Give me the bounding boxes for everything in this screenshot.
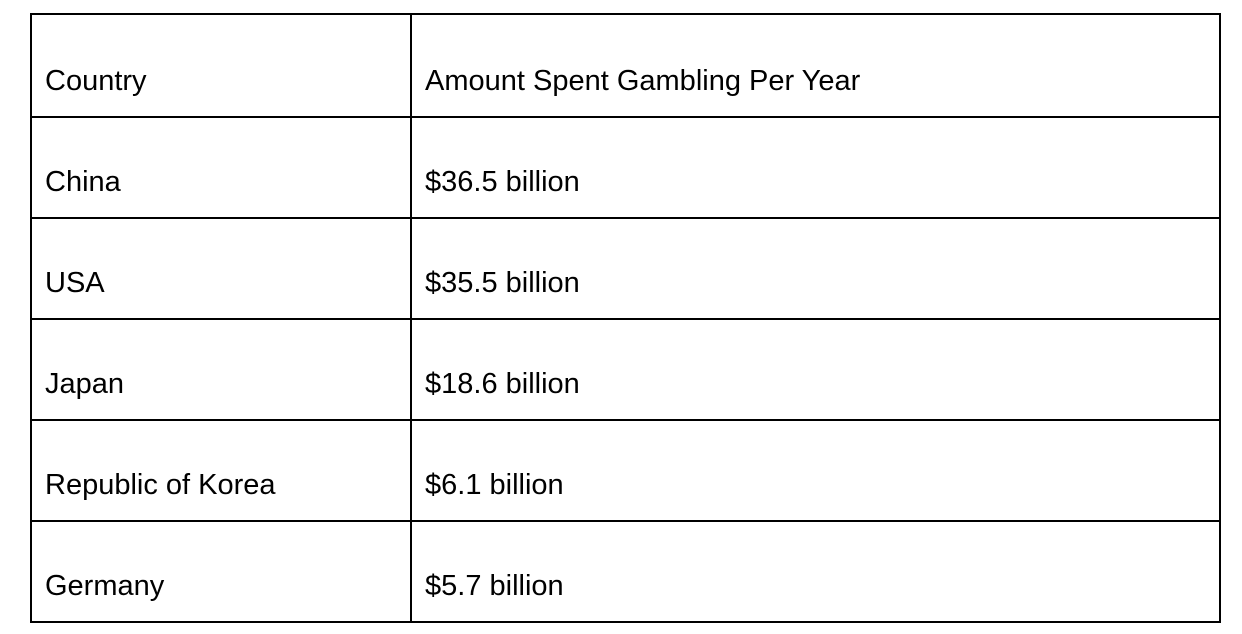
cell-amount: $5.7 billion	[411, 521, 1220, 622]
cell-country: Japan	[31, 319, 411, 420]
table-row	[31, 218, 1220, 319]
cell-country: Republic of Korea	[31, 420, 411, 521]
cell-amount: $35.5 billion	[411, 218, 1220, 319]
cell-amount: $6.1 billion	[411, 420, 1220, 521]
header-country: Country	[31, 14, 411, 117]
table-row	[31, 420, 1220, 521]
table-row	[31, 521, 1220, 622]
table-row	[31, 319, 1220, 420]
table-header-row	[31, 14, 1220, 117]
cell-amount: $36.5 billion	[411, 117, 1220, 218]
header-amount: Amount Spent Gambling Per Year	[411, 14, 1220, 117]
gambling-spend-table	[30, 13, 1221, 623]
cell-country: Germany	[31, 521, 411, 622]
cell-amount: $18.6 billion	[411, 319, 1220, 420]
table-row	[31, 117, 1220, 218]
gambling-table-container	[30, 13, 1221, 623]
cell-country: USA	[31, 218, 411, 319]
cell-country: China	[31, 117, 411, 218]
